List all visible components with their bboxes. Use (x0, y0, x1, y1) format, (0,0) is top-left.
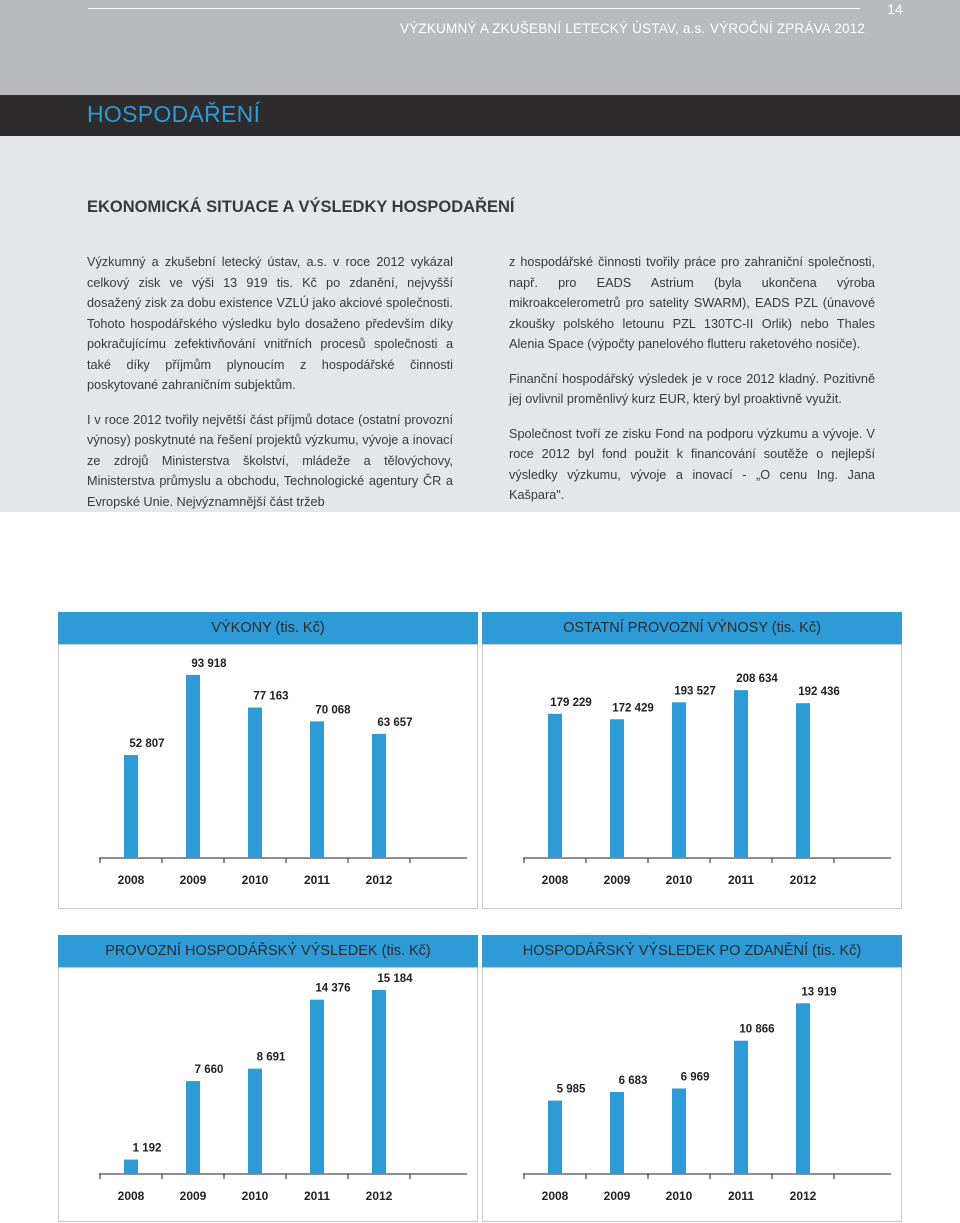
chart-provozni-vysledek-plot (59, 968, 479, 1223)
data-label: 13 919 (801, 986, 837, 999)
bar (248, 1069, 262, 1174)
data-label: 6 683 (618, 1075, 648, 1088)
chart-vykony (58, 644, 478, 909)
bar (610, 719, 624, 858)
chart-title-ostatni-vynosy: OSTATNÍ PROVOZNÍ VÝNOSY (tis. Kč) (482, 612, 902, 644)
x-tick-label: 2010 (665, 873, 693, 887)
chart-vysledek-po-zdaneni (482, 967, 902, 1222)
header-rule (88, 8, 860, 9)
page-subtitle: EKONOMICKÁ SITUACE A VÝSLEDKY HOSPODAŘENÍ (87, 198, 515, 216)
chart-ostatni-vynosy (482, 644, 902, 909)
bar (372, 990, 386, 1174)
data-label: 7 660 (194, 1064, 224, 1077)
chart-ostatni-vynosy-plot (483, 645, 903, 910)
x-tick-label: 2008 (117, 1189, 145, 1203)
bar (186, 675, 200, 858)
data-label: 15 184 (377, 972, 413, 985)
data-label: 14 376 (315, 982, 351, 995)
right-paragraph-3: Společnost tvoří ze zisku Fond na podporu výzkumu a vývoje. V roce 2012 byl fond použit k financování soutěže o nejlepší výsledky výzkumu, vývoje a inovací - „O cenu Ing. Jana Kašpara". (509, 426, 875, 502)
x-tick-label: 2009 (603, 1189, 631, 1203)
bar (796, 703, 810, 858)
bar (672, 1089, 686, 1174)
chart-vysledek-po-zdaneni-plot (483, 968, 903, 1223)
chart-vykony-plot (59, 645, 479, 910)
bar (548, 1101, 562, 1174)
x-tick-label: 2008 (541, 1189, 569, 1203)
chart-title-provozni-vysledek: PROVOZNÍ HOSPODÁŘSKÝ VÝSLEDEK (tis. Kč) (58, 935, 478, 967)
x-tick-label: 2011 (727, 873, 755, 887)
data-label: 192 436 (798, 686, 840, 699)
x-tick-label: 2010 (241, 873, 269, 887)
x-tick-label: 2010 (665, 1189, 693, 1203)
x-tick-label: 2008 (117, 873, 145, 887)
bar (672, 702, 686, 858)
bar (248, 708, 262, 858)
bar (124, 1160, 138, 1174)
bar (372, 734, 386, 858)
left-paragraph-2: I v roce 2012 tvořily největší část příjmů dotace (ostatní provozní výnosy) poskytnuté na řešení projektů výzkumu, vývoje a inovací ze zdrojů Ministerstva školství, mládeže a tělovýchovy, Ministerstva průmyslu a obchodu, Technologické agentury ČR a Evropské Unie. Nejvýznamnější část tržeb (87, 412, 453, 509)
data-label: 8 691 (256, 1051, 286, 1064)
bar (548, 714, 562, 858)
right-paragraph-2: Finanční hospodářský výsledek je v roce 2012 kladný. Pozitivně jej ovlivnil proměnlivý kurz EUR, který byl proaktivně využit. (509, 371, 875, 406)
right-paragraph-1: z hospodářské činnosti tvořily práce pro zahraniční společnosti, např. pro EADS Astrium (byla ukončena výroba mikroakcelerometrů pro satelity SWARM), EADS PZL (únavové zkoušky polského letounu PZL 130TC-II Orlik) nebo Thales Alenia Space (výpočty panelového flutteru raketového nosiče). (509, 255, 875, 351)
left-paragraph-1: Výzkumný a zkušební letecký ústav, a.s. v roce 2012 vykázal celkový zisk ve výši 13 919 tis. Kč po zdanění, nejvyšší dosažený zisk za dobu existence VZLÚ jako akciové společnosti. Tohoto hospodářského výsledku bylo dosaženo především díky pokračujícímu zefektivňování vnitřních procesů společnosti a také díky příjmům plynoucím z hospodářské činnosti poskytované zahraničním subjektům. (87, 255, 453, 392)
right-text-column (509, 252, 875, 520)
x-tick-label: 2012 (365, 873, 393, 887)
data-label: 172 429 (612, 702, 654, 715)
bar (610, 1092, 624, 1174)
x-tick-label: 2012 (789, 1189, 817, 1203)
x-tick-label: 2009 (179, 873, 207, 887)
data-label: 193 527 (674, 685, 716, 698)
page-number: 14 (862, 0, 928, 22)
chart-title-vykony: VÝKONY (tis. Kč) (58, 612, 478, 644)
x-tick-label: 2010 (241, 1189, 269, 1203)
x-tick-label: 2012 (789, 873, 817, 887)
bar (310, 1000, 324, 1174)
data-label: 1 192 (132, 1142, 162, 1155)
section-title: HOSPODAŘENÍ (87, 101, 261, 127)
bar (734, 690, 748, 858)
chart-title-vysledek-po-zdaneni: HOSPODÁŘSKÝ VÝSLEDEK PO ZDANĚNÍ (tis. Kč) (482, 935, 902, 967)
x-tick-label: 2009 (179, 1189, 207, 1203)
x-tick-label: 2008 (541, 873, 569, 887)
x-tick-label: 2011 (727, 1189, 755, 1203)
bar (796, 1003, 810, 1174)
bar (310, 721, 324, 858)
data-label: 179 229 (550, 696, 592, 709)
data-label: 70 068 (315, 704, 351, 717)
data-label: 5 985 (556, 1083, 586, 1096)
bar (124, 755, 138, 858)
header-organization: VÝZKUMNÝ A ZKUŠEBNÍ LETECKÝ ÚSTAV, a.s. (400, 21, 706, 36)
data-label: 6 969 (680, 1071, 710, 1084)
data-label: 10 866 (739, 1023, 775, 1036)
data-label: 52 807 (129, 738, 165, 751)
header-band (0, 0, 960, 95)
data-label: 77 163 (253, 690, 289, 703)
x-tick-label: 2012 (365, 1189, 393, 1203)
bar (734, 1041, 748, 1174)
left-text-column (87, 252, 453, 526)
data-label: 93 918 (191, 657, 227, 670)
data-label: 63 657 (377, 716, 413, 729)
chart-provozni-vysledek (58, 967, 478, 1222)
data-label: 208 634 (736, 673, 778, 686)
x-tick-label: 2011 (303, 1189, 331, 1203)
x-tick-label: 2009 (603, 873, 631, 887)
bar (186, 1081, 200, 1174)
x-tick-label: 2011 (303, 873, 331, 887)
header-report-title: VÝROČNÍ ZPRÁVA 2012 (710, 21, 866, 36)
